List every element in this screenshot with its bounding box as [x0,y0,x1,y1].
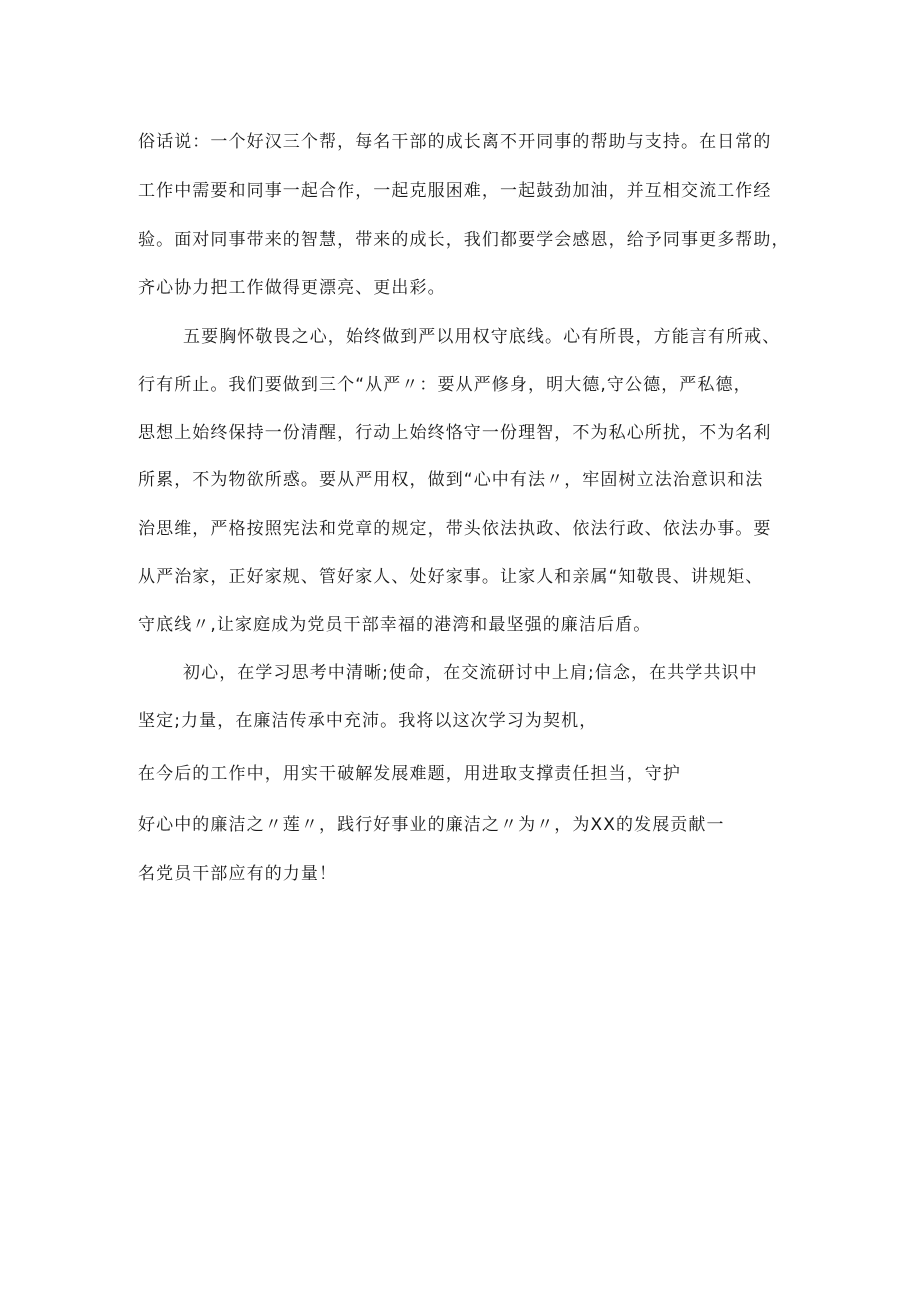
text-line: 好心中的廉洁之〃莲〃，践行好事业的廉洁之〃为〃，为XX的发展贡献一 [138,815,725,835]
text-line: 俗话说：一个好汉三个帮，每名干部的成长离不开同事的帮助与支持。在日常的 [138,132,772,152]
text-line: 坚定;力量，在廉洁传承中充沛。我将以这次学习为契机， [138,711,598,731]
text-line: 守底线〃,让家庭成为党员干部幸福的港湾和最坚强的廉洁后盾。 [138,615,652,635]
text-line: 在今后的工作中，用实干破解发展难题，用进取支撑责任担当，守护 [138,764,681,784]
text-line: 齐心协力把工作做得更漂亮、更出彩。 [138,278,446,298]
text-line: 从严治家，正好家规、管好家人、处好家事。让家人和亲属“知敬畏、讲规矩、 [138,567,764,587]
text-line: 验。面对同事带来的智慧，带来的成长，我们都要学会感恩，给予同事更多帮助， [138,230,790,250]
text-line: 思想上始终保持一份清醒，行动上始终恪守一份理智，不为私心所扰，不为名利 [138,423,772,443]
text-line: 名党员干部应有的力量！ [138,864,338,884]
text-line: 工作中需要和同事一起合作，一起克服困难，一起鼓劲加油，并互相交流工作经 [138,181,772,201]
text-line: 行有所止。我们要做到三个“从严〃：要从严修身，明大德,守公德，严私德， [138,375,752,395]
text-line: 所累，不为物欲所惑。要从严用权，做到“心中有法〃，牢固树立法治意识和法 [138,470,764,490]
text-line: 治思维，严格按照宪法和党章的规定，带头依法执政、依法行政、依法办事。要 [138,519,772,539]
text-line: 五要胸怀敬畏之心，始终做到严以用权守底线。心有所畏，方能言有所戒、 [183,327,781,347]
text-line: 初心，在学习思考中清晰;使命，在交流研讨中上肩;信念，在共学共识中 [183,663,758,683]
